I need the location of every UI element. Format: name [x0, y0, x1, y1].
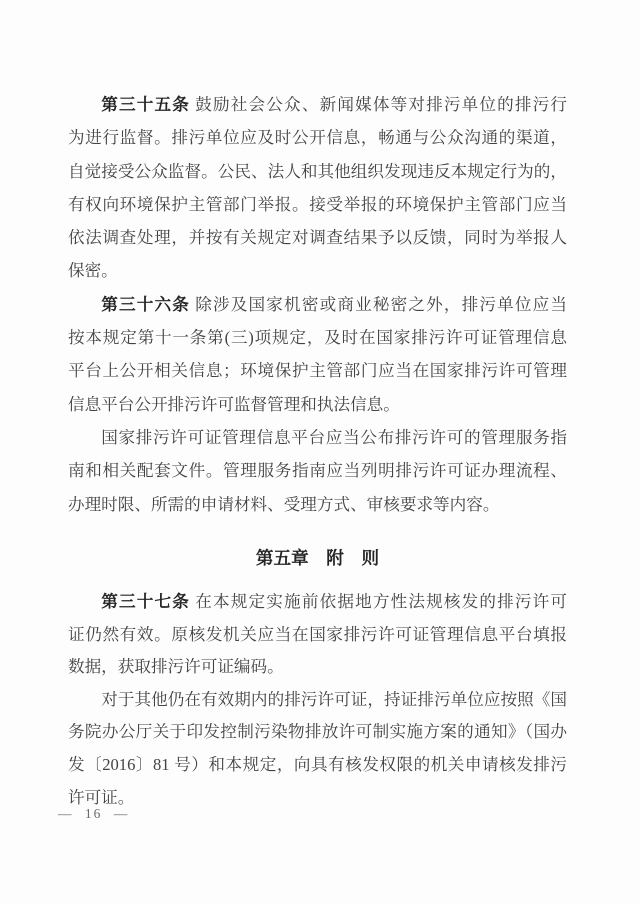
text-line: [68, 716, 567, 749]
text-segment: 许可证。: [68, 787, 135, 807]
article-number-label: 第三十六条: [101, 294, 190, 314]
text-line: [68, 651, 567, 684]
text-line: [68, 88, 567, 121]
text-line: [68, 354, 567, 387]
text-line: [68, 388, 567, 421]
text-segment: 国家排污许可证管理信息平台应当公布排污许可的管理服务指: [101, 427, 567, 447]
text-line: [68, 121, 567, 154]
text-segment: 南和相关配套文件。管理服务指南应当列明排污许可证办理流程、: [68, 461, 567, 481]
text-segment: 鼓励社会公众、新闻媒体等对排污单位的排污行: [189, 95, 567, 114]
body-text-upper: [68, 88, 567, 521]
text-line: [68, 454, 567, 487]
text-line: [68, 288, 567, 321]
text-segment: 依法调查处理，并按有关规定对调查结果予以反馈，同时为举报人: [68, 228, 567, 248]
text-line: [68, 221, 567, 254]
text-segment: 除涉及国家机密或商业秘密之外，排污单位应当: [189, 294, 567, 314]
text-segment: 证仍然有效。原核发机关应当在国家排污许可证管理信息平台填报: [68, 624, 567, 644]
text-segment: 办理时限、所需的申请材料、受理方式、审核要求等内容。: [68, 494, 500, 514]
text-segment: 在本规定实施前依据地方性法规核发的排污许可: [189, 592, 567, 611]
text-segment: 平台上公开相关信息；环境保护主管部门应当在国家排污许可管理: [68, 361, 567, 381]
text-segment: 有权向环境保护主管部门举报。接受举报的环境保护主管部门应当: [68, 194, 567, 214]
chapter-heading: 第五章 附 则: [255, 548, 380, 568]
text-segment: 务院办公厅关于印发控制污染物排放许可制实施方案的通知》（国办: [68, 722, 567, 742]
text-line: [68, 421, 567, 454]
text-line: [68, 155, 567, 188]
text-segment: 对于其他仍在有效期内的排污许可证，持证排污单位应按照《国: [101, 689, 567, 709]
text-segment: 信息平台公开排污许可监督管理和执法信息。: [68, 394, 400, 414]
text-segment: 数据，获取排污许可证编码。: [68, 657, 284, 677]
article-number-label: 第三十七条: [101, 592, 190, 611]
text-segment: 按本规定第十一条第(三)项规定，及时在国家排污许可证管理信息: [68, 328, 567, 348]
text-line: [68, 684, 567, 717]
text-line: [68, 188, 567, 221]
text-line: [68, 619, 567, 652]
text-segment: 发〔2016〕81 号）和本规定，向具有核发权限的机关申请核发排污: [68, 754, 567, 774]
article-number-label: 第三十五条: [101, 95, 190, 114]
body-text-lower: [68, 586, 567, 814]
page-number: — 16 —: [58, 806, 130, 821]
text-segment: 保密。: [68, 261, 118, 281]
text-line: [68, 782, 567, 815]
text-line: [68, 254, 567, 287]
text-line: [68, 321, 567, 354]
text-line: [68, 586, 567, 619]
text-segment: 为进行监督。排污单位应及时公开信息，畅通与公众沟通的渠道，: [68, 128, 567, 148]
text-segment: 自觉接受公众监督。公民、法人和其他组织发现违反本规定行为的，: [68, 161, 567, 181]
text-line: [68, 749, 567, 782]
text-line: [68, 488, 567, 521]
